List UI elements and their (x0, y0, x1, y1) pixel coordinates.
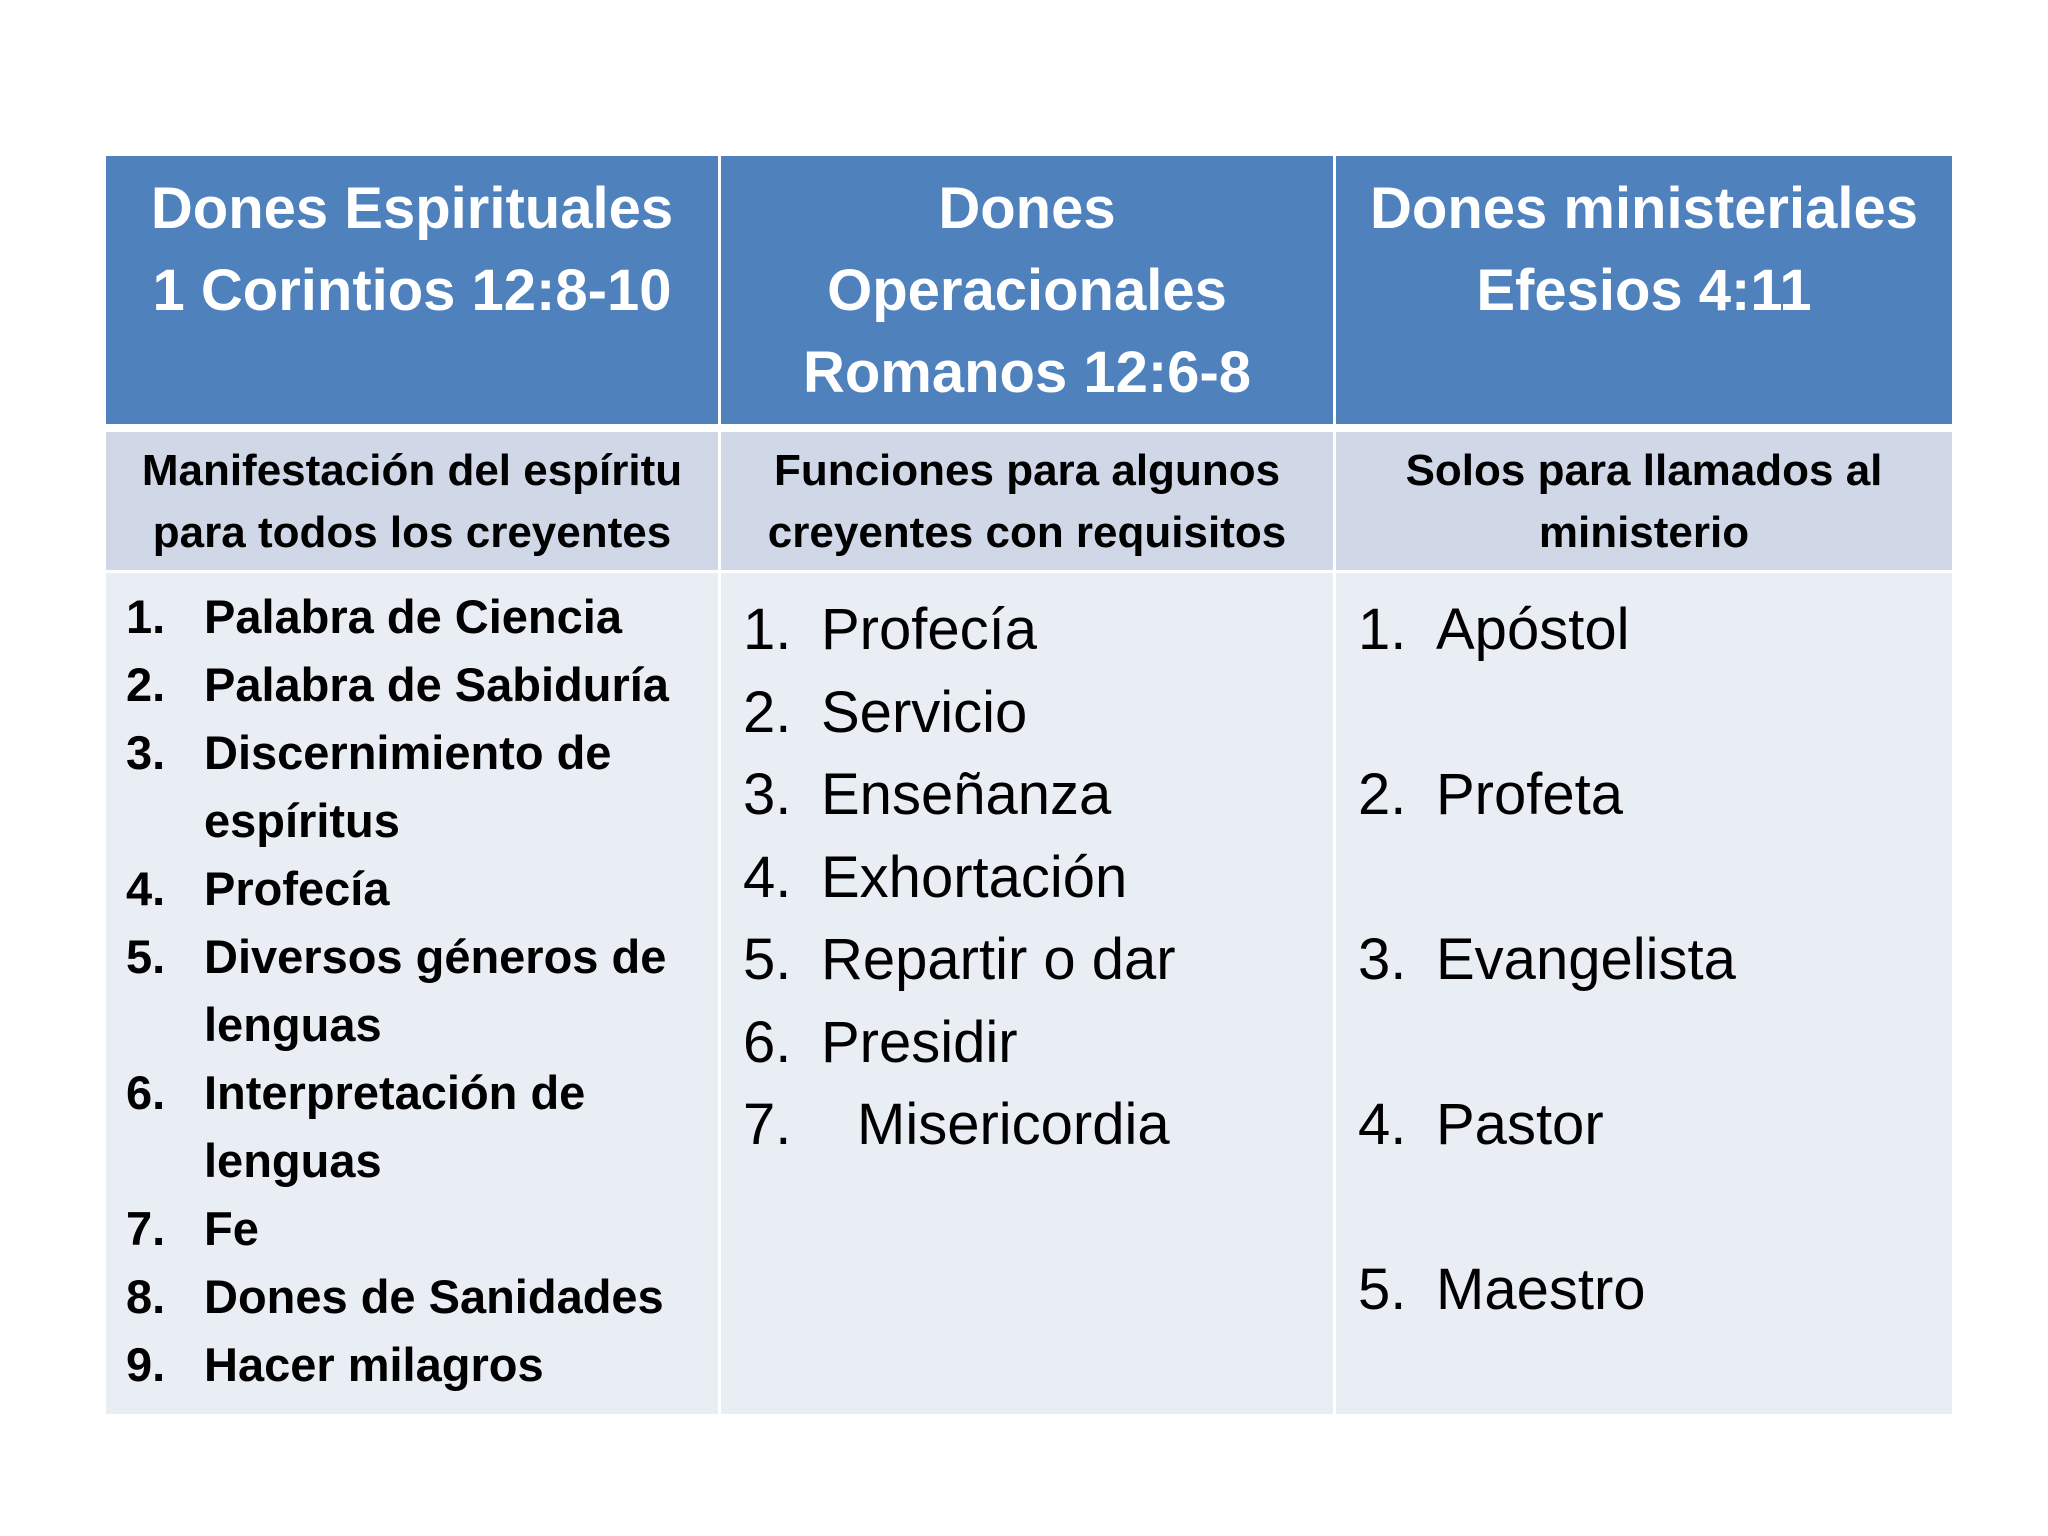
ministerial-gifts-list (1336, 573, 1952, 1414)
body-ministerial (1336, 570, 1952, 1414)
list-item (126, 1331, 718, 1399)
operational-gifts-list (721, 573, 1333, 1167)
body-spiritual (106, 570, 721, 1414)
list-item (126, 1059, 718, 1195)
list-item (1358, 1084, 1952, 1249)
list-item (743, 1002, 1333, 1085)
header-line: Dones ministeriales (1370, 176, 1918, 241)
list-item (743, 837, 1333, 920)
item-number: 2. (1358, 762, 1407, 827)
item-number: 3. (126, 726, 166, 779)
row-gap (106, 424, 721, 432)
item-number: 7. (743, 1092, 792, 1157)
gifts-table (106, 156, 1952, 1414)
row-gap (1336, 424, 1952, 432)
item-number: 1. (126, 590, 166, 643)
item-text: Fe (204, 1202, 259, 1255)
subheader-line: Funciones para algunos (773, 446, 1281, 495)
item-number: 2. (126, 658, 166, 711)
item-text: Hacer milagros (204, 1338, 544, 1391)
list-item (126, 855, 718, 923)
list-item (1358, 589, 1952, 754)
item-text: Dones de Sanidades (204, 1270, 664, 1323)
item-number: 5. (743, 927, 792, 992)
subheader-ministerial (1336, 432, 1952, 570)
list-item (126, 923, 718, 1059)
item-number: 5. (1358, 1257, 1407, 1322)
item-text: Profecía (821, 597, 1037, 662)
item-text: Pastor (1436, 1092, 1604, 1157)
subheader-line: creyentes con requisitos (767, 508, 1287, 557)
subheader-line: Manifestación del espíritu (141, 446, 683, 495)
header-line: Dones (938, 176, 1116, 241)
header-ministerial-gifts (1336, 156, 1952, 424)
header-operational-gifts (721, 156, 1336, 424)
body-operational (721, 570, 1336, 1414)
header-line: Efesios 4:11 (1476, 258, 1812, 323)
list-item (126, 651, 718, 719)
item-number: 3. (743, 762, 792, 827)
item-text: Servicio (821, 679, 1028, 745)
item-number: 6. (743, 1009, 792, 1075)
list-item (126, 1195, 718, 1263)
item-text: Palabra de Sabiduría (204, 658, 669, 711)
list-item (743, 754, 1333, 837)
list-item (1358, 1249, 1952, 1414)
item-number: 2. (743, 679, 792, 745)
item-text: Exhortación (821, 844, 1128, 910)
item-text: Interpretación de (204, 1066, 586, 1119)
item-number: 5. (126, 930, 166, 983)
list-item (126, 719, 718, 855)
subheader-operational (721, 432, 1336, 570)
item-text: Apóstol (1436, 597, 1630, 662)
item-number: 4. (743, 844, 792, 910)
subheader-line: Solos para llamados al (1405, 446, 1883, 495)
item-text: lenguas (204, 1134, 382, 1187)
subheader-line: ministerio (1538, 508, 1750, 557)
item-text: Misericordia (857, 1092, 1170, 1157)
header-line: 1 Corintios 12:8-10 (152, 258, 672, 323)
item-number: 7. (126, 1202, 166, 1255)
item-text: Discernimiento de (204, 726, 612, 779)
item-text: espíritus (204, 794, 400, 847)
item-text: Diversos géneros de (204, 930, 667, 983)
header-line: Operacionales (827, 258, 1227, 323)
item-text: Profeta (1436, 762, 1623, 827)
list-item (126, 1263, 718, 1331)
item-text: Presidir (821, 1009, 1018, 1075)
spiritual-gifts-list (106, 573, 718, 1399)
list-item (743, 919, 1333, 1002)
item-number: 4. (1358, 1092, 1407, 1157)
item-number: 9. (126, 1338, 166, 1391)
header-line: Romanos 12:6-8 (802, 340, 1252, 405)
item-text: lenguas (204, 998, 382, 1051)
row-gap (721, 424, 1336, 432)
item-number: 6. (126, 1066, 166, 1119)
list-item (1358, 919, 1952, 1084)
item-text: Evangelista (1436, 927, 1736, 992)
item-text: Profecía (204, 862, 390, 915)
item-text: Enseñanza (821, 762, 1112, 827)
item-text: Repartir o dar (821, 927, 1176, 992)
list-item (743, 672, 1333, 755)
item-number: 1. (1358, 597, 1407, 662)
list-item (743, 589, 1333, 672)
subheader-spiritual (106, 432, 721, 570)
header-spiritual-gifts (106, 156, 721, 424)
list-item (743, 1084, 1333, 1167)
item-number: 1. (743, 597, 792, 662)
item-number: 8. (126, 1270, 166, 1323)
header-line: Dones Espirituales (150, 176, 674, 241)
item-number: 4. (126, 862, 166, 915)
item-text: Palabra de Ciencia (204, 590, 622, 643)
item-text: Maestro (1436, 1257, 1646, 1322)
list-item (1358, 754, 1952, 919)
list-item (126, 583, 718, 651)
item-number: 3. (1358, 927, 1407, 992)
subheader-line: para todos los creyentes (152, 508, 672, 557)
